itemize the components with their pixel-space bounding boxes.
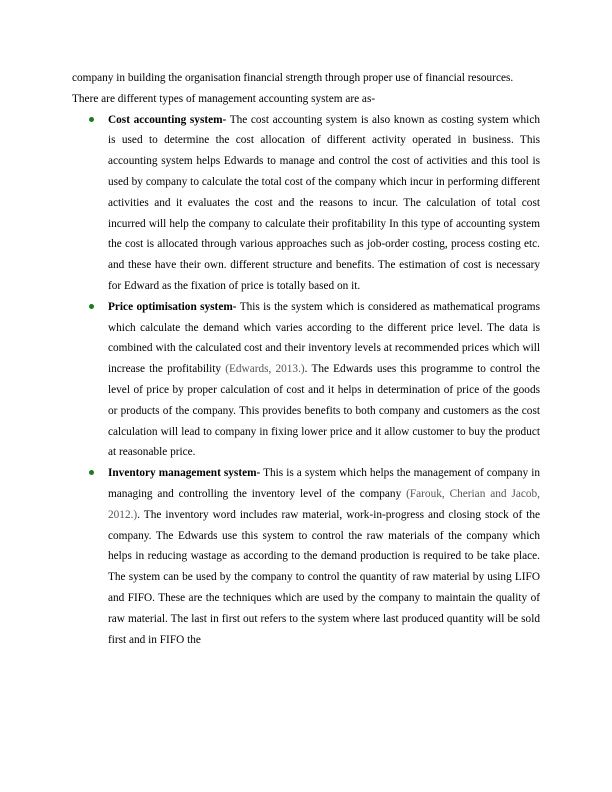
list-item-price-optimisation <box>72 297 540 463</box>
item-text: This is a system which helps the management of company in managing and controlling the inventory level of the company <box>108 467 541 500</box>
item-text: The cost accounting system is also known as costing system which is used to determine the cost allocation of different activity operated in business. This accounting system helps Edwards to manage and control the cost of activities and this tool is used by company to calculate the total cost of the company which incur in performing different activities and it evaluates the cost and the reasons to incur. The calculation of total cost incurred will help the company to calculate their profitability In this type of accounting system the cost is allocated through various approaches such as job-order costing, process costing etc. and these have their own. different structure and benefits. The estimation of cost is necessary for Edward as the fixation of price is totally based on it. <box>108 113 540 292</box>
citation: (Farouk, Cherian and Jacob, 2012.) <box>108 487 540 521</box>
list-item-cost-accounting <box>72 110 540 297</box>
bullet-dot-icon <box>89 304 94 309</box>
term-heading: Cost accounting system- <box>108 113 227 126</box>
term-heading: Price optimisation system- <box>108 300 237 313</box>
list-item-inventory-management <box>72 463 540 650</box>
citation: (Edwards, 2013.) <box>225 363 305 376</box>
system-types-list <box>72 110 540 651</box>
item-text: This is the system which is considered as mathematical programs which calculate the demand which varies according to the different price level. The data is combined with the calculated cost and their inventory levels at recommended prices which will increase the profitability <box>108 300 540 376</box>
item-text: . The Edwards uses this programme to control the level of price by proper calculation of cost and it helps in determination of price of the goods or products of the company. This provides benefits to both company and customers as the cost calculation will lead to company in fixing lower price and it allow customer to buy the product at reasonable price. <box>108 363 540 459</box>
body-text <box>72 68 540 650</box>
lead-in-paragraph: There are different types of management accounting system are as- <box>72 92 376 105</box>
bullet-dot-icon <box>89 117 94 122</box>
bullet-dot-icon <box>89 470 94 475</box>
term-heading: Inventory management system- <box>108 467 261 480</box>
item-text: . The inventory word includes raw material, work-in-progress and closing stock of the company. The Edwards use this system to control the raw materials of the company which helps in reducing wastage as according to the demand production is required to be take place. The system can be used by the company to control the quantity of raw material by using LIFO and FIFO. These are the techniques which are used by the company to maintain the quality of raw material. The last in first out refers to the system where last produced quantity will be sold first and in FIFO the <box>108 508 540 646</box>
continuation-paragraph: company in building the organisation financial strength through proper use of financial resources. <box>72 72 514 84</box>
